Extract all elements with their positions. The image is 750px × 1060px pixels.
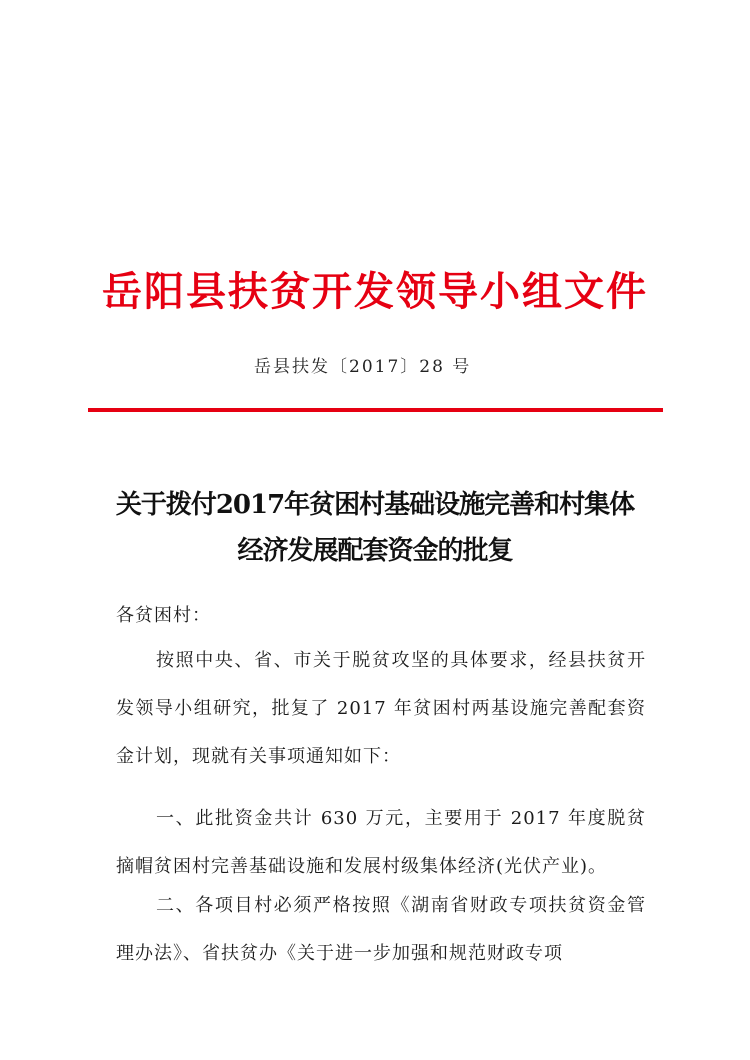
paragraph-2: 一、此批资金共计 630 万元，主要用于 2017 年度脱贫摘帽贫困村完善基础设施和发展村级集体经济(光伏产业)。: [116, 808, 646, 877]
document-title-line-1: 关于拨付2017年贫困村基础设施完善和村集体: [115, 490, 635, 520]
red-divider: [88, 408, 663, 412]
document-title-line-2: 经济发展配套资金的批复: [237, 536, 513, 566]
header-title: 岳阳县扶贫开发领导小组文件: [102, 268, 648, 315]
document-title: [95, 482, 655, 574]
document-number: 岳县扶发〔2017〕28 号: [254, 357, 472, 377]
paragraph-1: 按照中央、省、市关于脱贫攻坚的具体要求，经县扶贫开发领导小组研究，批复了 2017 年贫困村两基设施完善配套资金计划，现就有关事项通知如下：: [116, 650, 646, 767]
salutation: 各贫困村：: [116, 605, 211, 626]
paragraph-3: 二、各项目村必须严格按照《湖南省财政专项扶贫资金管理办法》、省扶贫办《关于进一步加强和规范财政专项: [116, 895, 646, 964]
